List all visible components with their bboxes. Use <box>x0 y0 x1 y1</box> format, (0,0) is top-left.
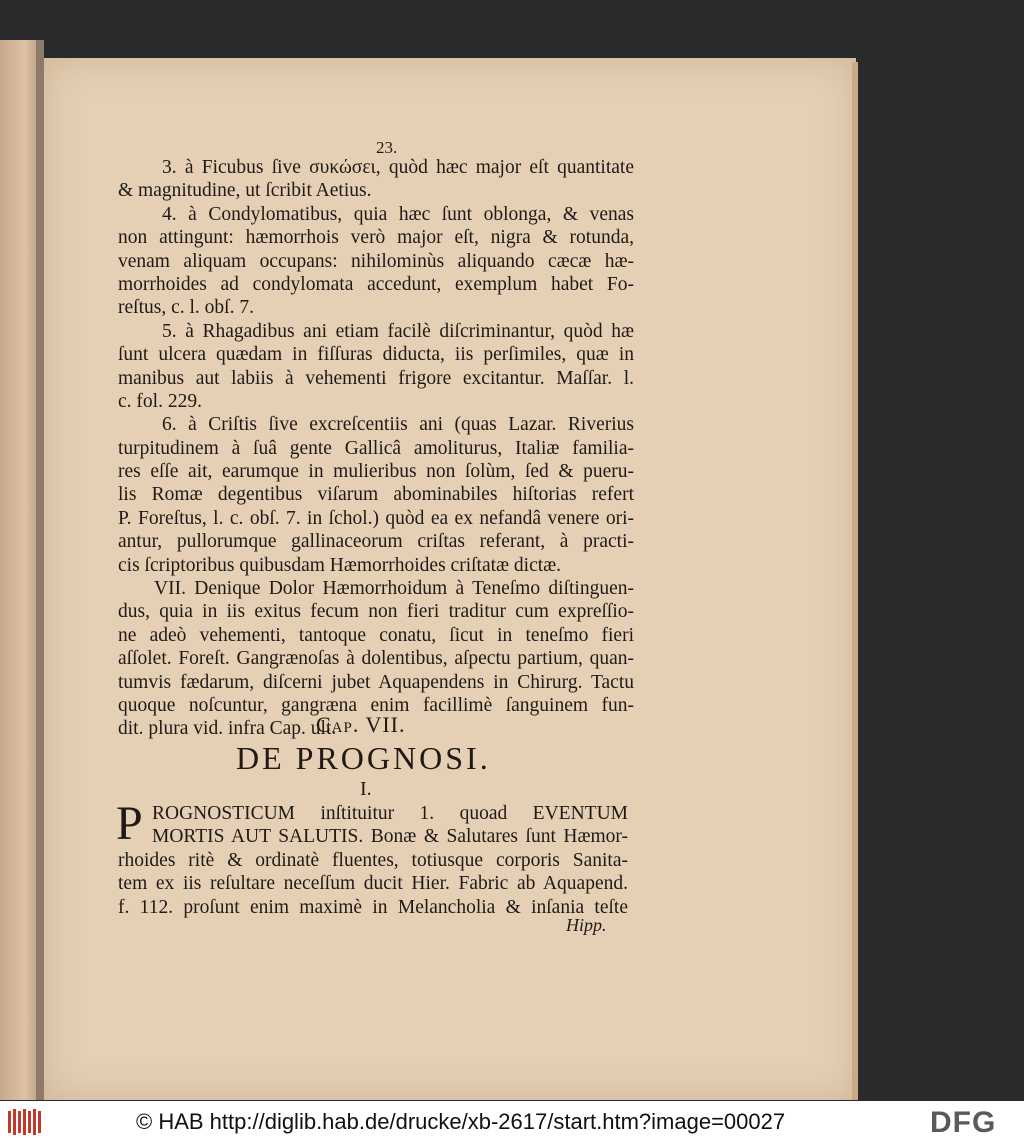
page-number: 23. <box>376 138 398 157</box>
text-line: f. 112. proſunt enim maximè in Melancholia & inſania teſte <box>118 896 628 918</box>
dfg-logo: DFG <box>930 1106 997 1139</box>
text-line: VII. Denique Dolor Hæmorrhoidum à Teneſmo diſtinguen- <box>154 578 634 600</box>
text-line: morrhoides ad condylomata accedunt, exemplum habet Fo- <box>118 273 634 295</box>
footer-bar <box>0 1101 1024 1143</box>
text-line: 4. à Condylomatibus, quia hæc ſunt oblonga, & venas <box>162 203 634 225</box>
body-text <box>118 156 634 741</box>
text-line: 6. à Criſtis ſive excreſcentiis ani (quas Lazar. Riverius <box>162 414 634 436</box>
text-line: reſtus, c. l. obſ. 7. <box>118 297 254 319</box>
text-line: manibus aut labiis à vehementi frigore excitantur. Maſſar. l. <box>118 367 634 389</box>
text-line: 5. à Rhagadibus ani etiam facilè diſcriminantur, quòd hæ <box>162 320 634 342</box>
copyright-url[interactable]: © HAB http://diglib.hab.de/drucke/xb-2617/start.htm?image=00027 <box>136 1109 786 1134</box>
section-number: I. <box>360 778 372 800</box>
text-line: MORTIS AUT SALUTIS. Bonæ & Salutares ſunt Hæmor- <box>152 826 628 848</box>
text-line: ROGNOSTICUM inſtituitur 1. quoad EVENTUM <box>152 803 628 824</box>
text-line: rhoides ritè & ordinatè fluentes, totiusque corporis Sanita- <box>118 849 628 871</box>
prognosis-paragraph <box>116 797 628 919</box>
text-line: ſunt ulcera quædam in fiſſuras diducta, iis perſimiles, quæ in <box>118 344 634 366</box>
text-line: aſſolet. Foreſt. Gangrænoſas à dolentibus, aſpectu partium, quan- <box>118 648 634 670</box>
text-line: tem ex iis reſultare neceſſum ducit Hier. Fabric ab Aquapend. <box>118 873 628 895</box>
chapter-title: DE PROGNOSI. <box>236 740 491 776</box>
text-line: 3. à Ficubus ſive συκώσει, quòd hæc major eſt quantitate <box>162 157 634 178</box>
text-line: tumvis fædarum, diſcerni jubet Aquapendens in Chirurg. Tactu <box>118 671 634 693</box>
text-line: quoque noſcuntur, gangræna enim facillimè ſanguinem fun- <box>118 694 634 716</box>
text-line: non attingunt: hæmorrhois verò major eſt, nigra & rotunda, <box>118 227 634 249</box>
catchword: Hipp. <box>566 915 607 935</box>
book-gutter <box>36 40 44 1100</box>
text-line: res eſſe ait, earumque in mulieribus non ſolùm, ſed & pueru- <box>118 461 634 483</box>
chapter-label: Cap. VII. <box>316 712 406 737</box>
text-line: antur, pullorumque gallinaceorum criſtas referant, à practi- <box>118 531 634 553</box>
text-line: & magnitudine, ut ſcribit Aetius. <box>118 180 372 202</box>
text-line: P. Foreſtus, l. c. obſ. 7. in ſchol.) quòd ea ex nefandâ venere ori- <box>118 507 634 529</box>
page-edge <box>852 62 858 1100</box>
text-line: dit. plura vid. infra Cap. ult. <box>118 718 337 740</box>
text-line: cis ſcriptoribus quibusdam Hæmorrhoides criſtatæ dictæ. <box>118 554 562 576</box>
text-line: c. fol. 229. <box>118 390 202 412</box>
hab-logo-icon <box>6 1107 46 1137</box>
text-line: venam aliquam occupans: nihilominùs aliquando cæcæ hæ- <box>118 250 634 272</box>
text-line: dus, quia in iis exitus fecum non fieri traditur cum expreſſio- <box>118 601 634 623</box>
drop-cap: P <box>116 797 143 850</box>
text-line: turpitudinem à ſuâ gente Gallicâ amoliturus, Italiæ familia- <box>118 437 634 459</box>
text-line: lis Romæ degentibus viſarum abominabiles hiſtorias refert <box>118 484 634 506</box>
text-line: ne adeò vehementi, tantoque conatu, ſicut in teneſmo fieri <box>118 624 634 646</box>
